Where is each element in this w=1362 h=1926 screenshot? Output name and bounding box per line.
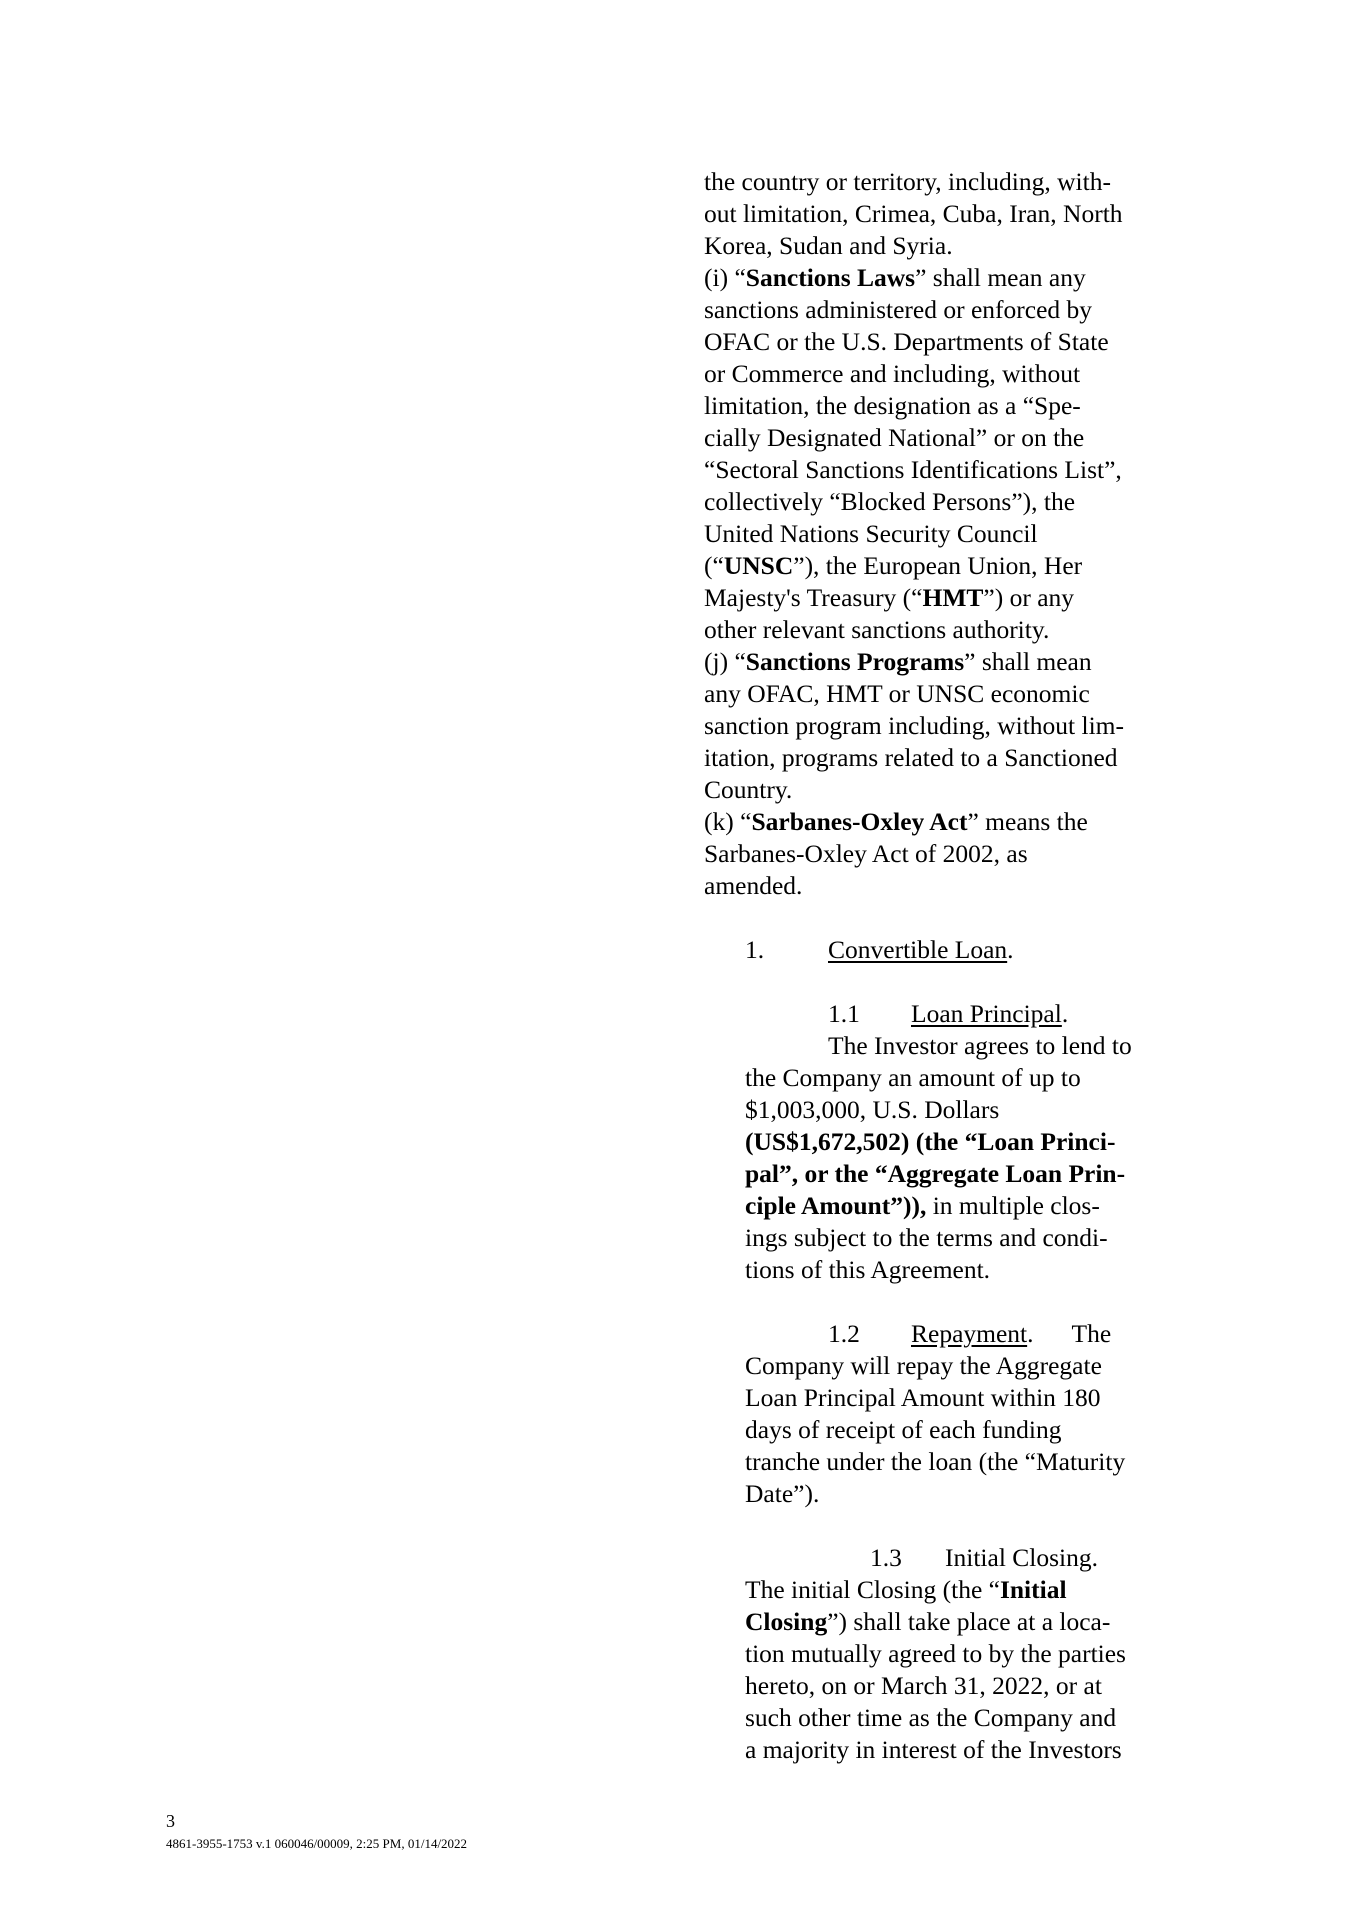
text-line: tranche under the loan (the “Maturity [745, 1447, 1126, 1476]
text-line: sanction program including, without lim- [704, 711, 1124, 740]
text-line: hereto, on or March 31, 2022, or at [745, 1671, 1102, 1700]
section-number: 1.1 [828, 999, 860, 1028]
defined-term: UNSC [723, 551, 794, 580]
document-body [704, 166, 1174, 1766]
text-line: the country or territory, including, with- [704, 167, 1111, 196]
section-number: 1. [745, 935, 765, 964]
section-title: Initial Closing. [945, 1543, 1098, 1572]
text-line: Country. [704, 775, 793, 804]
text-line: sanctions administered or enforced by [704, 295, 1093, 324]
text-line: Loan Principal Amount within 180 [745, 1383, 1101, 1412]
text-line: pal”, or the “Aggregate Loan Prin- [745, 1159, 1126, 1188]
document-id: 4861-3955-1753 v.1 060046/00009, 2:25 PM, 01/14/2022 [166, 1836, 468, 1851]
text-line: amended. [704, 871, 803, 900]
section-title: Repayment [911, 1319, 1028, 1348]
text-line: (US$1,672,502) (the “Loan Princi- [745, 1127, 1116, 1156]
text-line: “Sectoral Sanctions Identifications List”, [704, 455, 1122, 484]
page-number: 3 [166, 1811, 175, 1831]
spacer [704, 966, 1174, 998]
section-1-1-heading: 1.1 Loan Principal. [828, 999, 1069, 1028]
definition-i-heading: (i) “Sanctions Laws” shall mean any [704, 263, 1086, 292]
text-line: Closing”) shall take place at a loca- [745, 1607, 1111, 1636]
text-line: or Commerce and including, without [704, 359, 1081, 388]
section-1-heading: 1. Convertible Loan. [745, 935, 1014, 964]
section-1-2-heading: 1.2 Repayment. The [828, 1319, 1112, 1348]
text-line: such other time as the Company and [745, 1703, 1117, 1732]
definition-k-heading: (k) “Sarbanes-Oxley Act” means the [704, 807, 1088, 836]
defined-term: Sanctions Programs [745, 647, 965, 676]
defined-term: Sarbanes-Oxley Act [751, 807, 968, 836]
text-line: Majesty's Treasury (“HMT”) or any [704, 583, 1075, 612]
definition-j-heading: (j) “Sanctions Programs” shall mean [704, 647, 1092, 676]
spacer [704, 1286, 1174, 1318]
text-line: (“UNSC”), the European Union, Her [704, 551, 1083, 580]
text-line: OFAC or the U.S. Departments of State [704, 327, 1109, 356]
text-line: a majority in interest of the Investors [745, 1735, 1122, 1764]
section-number: 1.2 [828, 1319, 860, 1348]
text-line: United Nations Security Council [704, 519, 1038, 548]
section-number: 1.3 [870, 1543, 902, 1572]
text-line: limitation, the designation as a “Spe- [704, 391, 1081, 420]
text-line: collectively “Blocked Persons”), the [704, 487, 1076, 516]
defined-term: Sanctions Laws [745, 263, 916, 292]
text-line: any OFAC, HMT or UNSC economic [704, 679, 1090, 708]
spacer [704, 902, 1174, 934]
text-line: The initial Closing (the “Initial [745, 1575, 1067, 1604]
text-line: Company will repay the Aggregate [745, 1351, 1102, 1380]
spacer [704, 1510, 1174, 1542]
section-title: Loan Principal [911, 999, 1062, 1028]
text-line: tions of this Agreement. [745, 1255, 991, 1284]
text-line: Date”). [745, 1479, 820, 1508]
text-line: ings subject to the terms and condi- [745, 1223, 1108, 1252]
text-line: ciple Amount”)), in multiple clos- [745, 1191, 1100, 1220]
text-line: The Investor agrees to lend to [828, 1031, 1132, 1060]
text-line: other relevant sanctions authority. [704, 615, 1050, 644]
text-line: out limitation, Crimea, Cuba, Iran, North [704, 199, 1123, 228]
text-line: tion mutually agreed to by the parties [745, 1639, 1126, 1668]
text-line: cially Designated National” or on the [704, 423, 1085, 452]
section-title: Convertible Loan [828, 935, 1008, 964]
text-line: Sarbanes-Oxley Act of 2002, as [704, 839, 1028, 868]
text-line: $1,003,000, U.S. Dollars [745, 1095, 1000, 1124]
text-line: the Company an amount of up to [745, 1063, 1081, 1092]
text-line: days of receipt of each funding [745, 1415, 1062, 1444]
section-1-3-heading [704, 1542, 1174, 1574]
text-line: itation, programs related to a Sanctioned [704, 743, 1118, 772]
text-line: Korea, Sudan and Syria. [704, 231, 953, 260]
defined-term: HMT [922, 583, 984, 612]
